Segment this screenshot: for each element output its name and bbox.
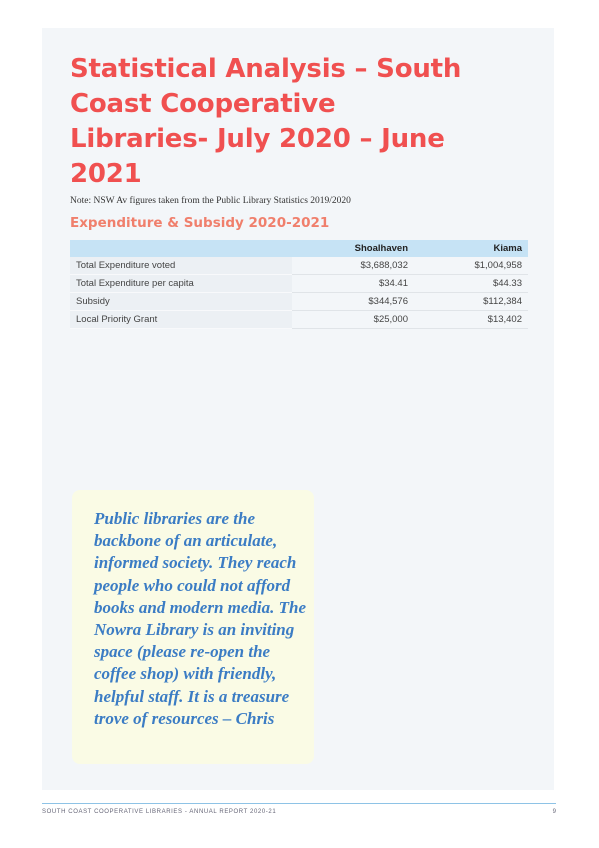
row-label: Subsidy — [70, 293, 292, 311]
table-row — [70, 275, 528, 293]
cell-shoalhaven: $3,688,032 — [292, 257, 414, 275]
row-label: Total Expenditure per capita — [70, 275, 292, 293]
table-row — [70, 257, 528, 275]
page-title: Statistical Analysis – South Coast Cooperative Libraries- July 2020 – June 2021 — [70, 54, 462, 189]
cell-kiama: $13,402 — [414, 311, 528, 329]
column-header-shoalhaven: Shoalhaven — [292, 240, 414, 257]
column-header-label — [70, 240, 292, 257]
testimonial-quote: Public libraries are the backbone of an articulate, informed society. They reach people who could not afford books and modern media. The Nowra Library is an inviting space (please re-open the coffee shop) with friendly, helpful staff. It is a treasure trove of resources – Chris — [94, 509, 307, 728]
cell-kiama: $112,384 — [414, 293, 528, 311]
page-number: 9 — [552, 809, 556, 815]
cell-kiama: $1,004,958 — [414, 257, 528, 275]
table-row — [70, 293, 528, 311]
footer-divider — [42, 803, 556, 804]
footer-text: SOUTH COAST COOPERATIVE LIBRARIES - ANNUAL REPORT 2020-21 — [42, 809, 277, 815]
cell-shoalhaven: $344,576 — [292, 293, 414, 311]
row-label: Total Expenditure voted — [70, 257, 292, 275]
table-header-row — [70, 240, 528, 257]
cell-shoalhaven: $25,000 — [292, 311, 414, 329]
section-heading: Expenditure & Subsidy 2020-2021 — [70, 215, 330, 231]
table-row — [70, 311, 528, 329]
row-label: Local Priority Grant — [70, 311, 292, 329]
source-note: Note: NSW Av figures taken from the Public Library Statistics 2019/2020 — [70, 196, 351, 206]
cell-shoalhaven: $34.41 — [292, 275, 414, 293]
cell-kiama: $44.33 — [414, 275, 528, 293]
expenditure-table — [70, 240, 528, 329]
column-header-kiama: Kiama — [414, 240, 528, 257]
